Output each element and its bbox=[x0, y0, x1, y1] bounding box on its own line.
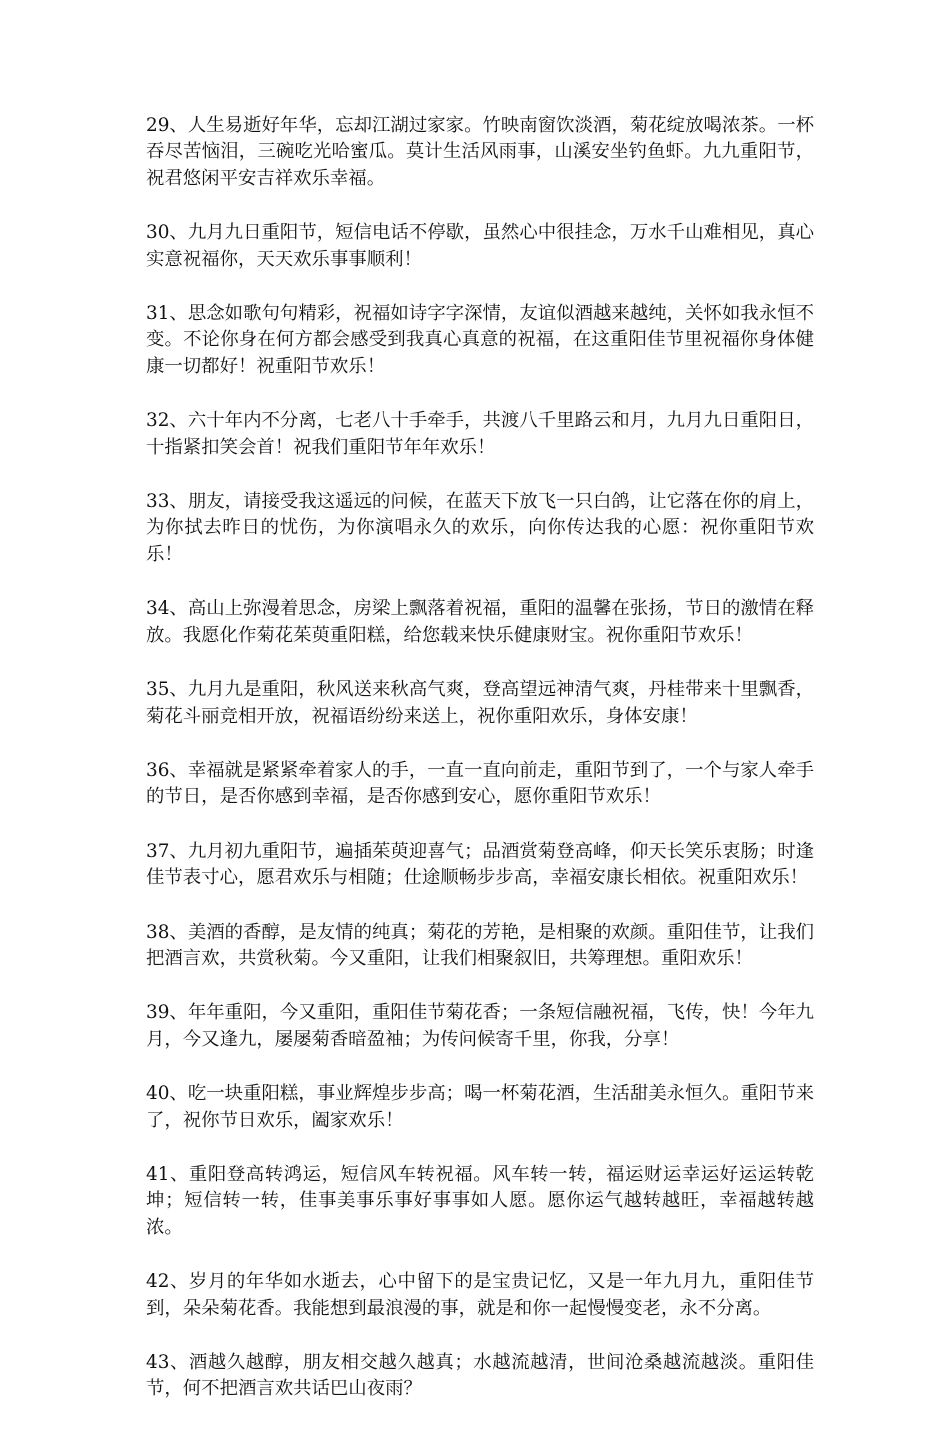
paragraph-36: 36、幸福就是紧紧牵着家人的手，一直一直向前走，重阳节到了，一个与家人牵手的节日，是否你感到幸福，是否你感到安心，愿你重阳节欢乐！ bbox=[146, 759, 814, 808]
paragraph-43: 43、酒越久越醇，朋友相交越久越真；水越流越清，世间沧桑越流越淡。重阳佳节，何不把酒言欢共话巴山夜雨？ bbox=[146, 1352, 814, 1400]
paragraph-32: 32、六十年内不分离，七老八十手牵手，共渡八千里路云和月，九月九日重阳日，十指紧扣笑会首！祝我们重阳节年年欢乐！ bbox=[146, 410, 814, 458]
document-page bbox=[146, 113, 814, 1431]
paragraph-31: 31、思念如歌句句精彩，祝福如诗字字深情，友谊似酒越来越纯，关怀如我永恒不变。不论你身在何方都会感受到我真心真意的祝福，在这重阳佳节里祝福你身体健康一切都好！祝重阳节欢乐！ bbox=[146, 303, 814, 377]
paragraph-37: 37、九月初九重阳节，遍插茱萸迎喜气；品酒赏菊登高峰，仰天长笑乐衷肠；时逢佳节表寸心，愿君欢乐与相随；仕途顺畅步步高，幸福安康长相依。祝重阳欢乐！ bbox=[146, 840, 814, 889]
paragraph-30: 30、九月九日重阳节，短信电话不停歇，虽然心中很挂念，万水千山难相见，真心实意祝福你，天天欢乐事事顺利！ bbox=[146, 222, 814, 270]
paragraph-42: 42、岁月的年华如水逝去，心中留下的是宝贵记忆，又是一年九月九，重阳佳节到，朵朵菊花香。我能想到最浪漫的事，就是和你一起慢慢变老，永不分离。 bbox=[146, 1271, 814, 1319]
paragraph-35: 35、九月九是重阳，秋风送来秋高气爽，登高望远神清气爽，丹桂带来十里飘香，菊花斗丽竞相开放，祝福语纷纷来送上，祝你重阳欢乐，身体安康！ bbox=[146, 679, 814, 727]
paragraph-39: 39、年年重阳，今又重阳，重阳佳节菊花香；一条短信融祝福，飞传，快！今年九月，今又逢九，屡屡菊香暗盈袖；为传问候寄千里，你我，分享！ bbox=[146, 1002, 814, 1050]
paragraph-34: 34、高山上弥漫着思念，房梁上飘落着祝福，重阳的温馨在张扬，节日的激情在释放。我愿化作菊花茱萸重阳糕，给您载来快乐健康财宝。祝你重阳节欢乐！ bbox=[146, 598, 814, 646]
paragraph-33: 33、朋友，请接受我这遥远的问候，在蓝天下放飞一只白鸽，让它落在你的肩上，为你拭去昨日的忧伤，为你演唱永久的欢乐，向你传达我的心愿：祝你重阳节欢乐！ bbox=[146, 491, 814, 565]
paragraph-38: 38、美酒的香醇，是友情的纯真；菊花的芳艳，是相聚的欢颜。重阳佳节，让我们把酒言欢，共赏秋菊。今又重阳，让我们相聚叙旧，共筹理想。重阳欢乐！ bbox=[146, 921, 814, 969]
paragraph-41: 41、重阳登高转鸿运，短信风车转祝福。风车转一转，福运财运幸运好运运转乾坤；短信转一转，佳事美事乐事好事事如人愿。愿你运气越转越旺，幸福越转越浓。 bbox=[146, 1163, 814, 1238]
paragraph-40: 40、吃一块重阳糕，事业辉煌步步高；喝一杯菊花酒，生活甜美永恒久。重阳节来了，祝你节日欢乐，阖家欢乐！ bbox=[146, 1083, 814, 1131]
paragraph-29: 29、人生易逝好年华，忘却江湖过家家。竹映南窗饮淡酒，菊花绽放喝浓茶。一杯吞尽苦恼泪，三碗吃光哈蜜瓜。莫计生活风雨事，山溪安坐钓鱼虾。九九重阳节，祝君悠闲平安吉祥欢乐幸福。 bbox=[146, 115, 814, 189]
